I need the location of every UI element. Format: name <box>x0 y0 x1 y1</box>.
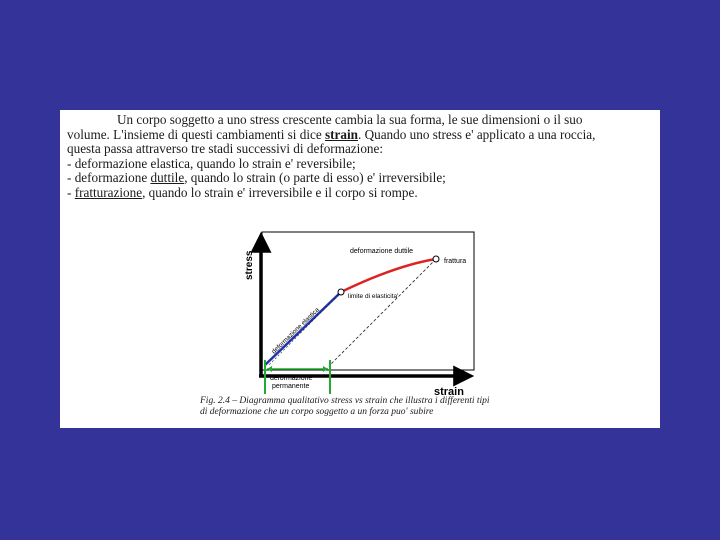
caption-line-1: Fig. 2.4 – Diagramma qualitativo stress vs strain che illustra i differenti tipi <box>200 396 490 406</box>
term-duttile: duttile <box>150 170 185 186</box>
elastic-limit-label: limite di elasticita' <box>348 293 399 300</box>
list-item-ductile-end: , quando lo strain (o parte di esso) e' irreversibile; <box>184 170 446 186</box>
permanent-label-1: deformazione <box>270 375 313 382</box>
slide-image <box>60 110 660 428</box>
ductile-label: deformazione duttile <box>350 248 414 255</box>
permanent-label-2: permanente <box>272 383 310 390</box>
term-strain: strain <box>325 126 358 142</box>
fracture-point <box>433 256 439 262</box>
permanent-arrow-left <box>267 366 272 372</box>
elastic-label: deformazione elastica <box>270 306 321 356</box>
caption-line-2: di deformazione che un corpo soggetto a un forza puo' subire <box>200 407 434 417</box>
list-item-ductile-start: - deformazione <box>67 170 151 186</box>
text-line-2-start: volume. L'insieme di questi cambiamenti si dice <box>67 126 326 142</box>
text-line-2-end: . Quando uno stress e' applicato a una roccia, <box>357 126 596 142</box>
text-line-1: Un corpo soggetto a uno stress crescente cambia la sua forma, le sue dimensioni o il suo <box>117 112 583 127</box>
list-item-fracture-end: , quando lo strain e' irreversibile e il corpo si rompe. <box>142 184 418 200</box>
x-axis-label: strain <box>434 386 464 398</box>
list-item-fracture-start: - <box>67 184 75 200</box>
elastic-limit-point <box>338 289 344 295</box>
text-line-3: questa passa attraverso tre stadi successivi di deformazione: <box>67 141 384 157</box>
stress-strain-diagram <box>60 110 660 428</box>
list-item-elastic: - deformazione elastica, quando lo strain e' reversibile; <box>67 155 356 171</box>
permanent-arrow-right <box>323 366 328 372</box>
term-fratturazione: fratturazione <box>74 184 143 200</box>
figure-caption <box>200 396 650 418</box>
fracture-label: frattura <box>444 258 467 265</box>
y-axis-label: stress <box>244 250 255 280</box>
ductile-deformation-curve <box>341 259 436 292</box>
